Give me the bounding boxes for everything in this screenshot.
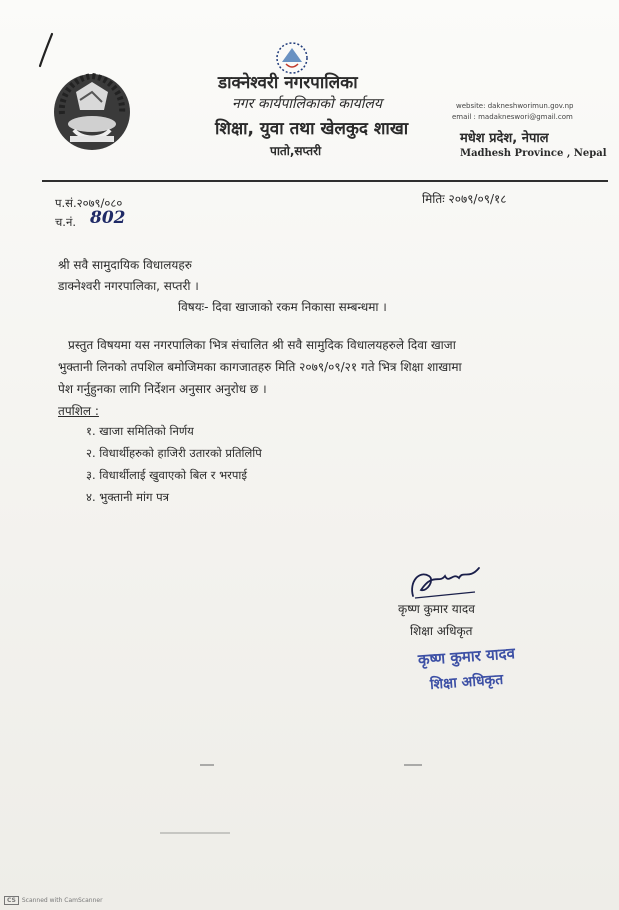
list-item: ४. भुक्तानी मांग पत्र <box>86 490 169 504</box>
body-line: भुक्तानी लिनको तपशिल बमोजिमका कागजातहरु मिति २०७९/०९/२१ गते भित्र शिक्षा शाखामा <box>58 360 462 374</box>
list-item: २. विधार्थीहरुको हाजिरी उतारको प्रतिलिपि <box>86 446 262 460</box>
letter-date: मितिः २०७९/०९/१८ <box>422 192 507 206</box>
official-stamp-title: शिक्षा अधिकृत <box>429 671 504 693</box>
body-line: प्रस्तुत विषयमा यस नगरपालिका भित्र संचालित श्री सवै सामुदिक विधालयहरुले दिवा खाजा <box>68 338 456 352</box>
province-english: Madhesh Province , Nepal <box>460 148 607 159</box>
nepal-emblem-icon <box>50 70 134 154</box>
details-heading: तपशिल : <box>58 404 99 418</box>
body-line: पेश गर्नुहुनका लागि निर्देशन अनुसार अनुरोध छ । <box>58 382 267 396</box>
email-text: email : madakneswori@gmail.com <box>452 113 573 121</box>
header-divider <box>42 180 608 182</box>
reference-number: प.सं.२०७९/०८० <box>55 196 123 210</box>
scanner-footer <box>4 896 103 905</box>
letter-subject: विषयः- दिवा खाजाको रकम निकासा सम्बन्धमा । <box>178 300 387 314</box>
scanner-text: Scanned with CamScanner <box>21 897 103 904</box>
org-name: डाक्नेश्वरी नगरपालिका <box>218 73 358 93</box>
province-nepali: मधेश प्रदेश, नेपाल <box>460 131 549 146</box>
recipient-address: डाक्नेश्वरी नगरपालिका, सप्तरी । <box>58 279 199 293</box>
dispatch-number: 802 <box>90 208 126 228</box>
office-name: नगर कार्यपालिकाको कार्यालय <box>232 96 382 112</box>
list-item: १. खाजा समितिको निर्णय <box>86 424 194 438</box>
scanner-badge: CS <box>4 896 19 905</box>
signature-icon <box>405 562 485 602</box>
pen-mark-icon <box>36 32 56 68</box>
list-item: ३. विधार्थीलाई खुवाएको बिल र भरपाई <box>86 468 248 482</box>
scan-artifact <box>200 764 214 766</box>
recipient-line: श्री सवै सामुदायिक विधालयहरु <box>58 258 192 272</box>
signatory-name: कृष्ण कुमार यादव <box>398 602 475 616</box>
office-address: पातो,सप्तरी <box>270 144 322 158</box>
branch-name: शिक्षा, युवा तथा खेलकुद शाखा <box>215 119 409 139</box>
official-stamp-name: कृष्ण कुमार यादव <box>417 644 516 669</box>
dispatch-label: च.नं. <box>55 215 76 229</box>
signatory-title: शिक्षा अधिकृत <box>410 624 473 638</box>
scan-artifact <box>404 764 422 766</box>
website-text: website: dakneshworimun.gov.np <box>456 102 574 110</box>
scan-artifact <box>160 832 230 834</box>
